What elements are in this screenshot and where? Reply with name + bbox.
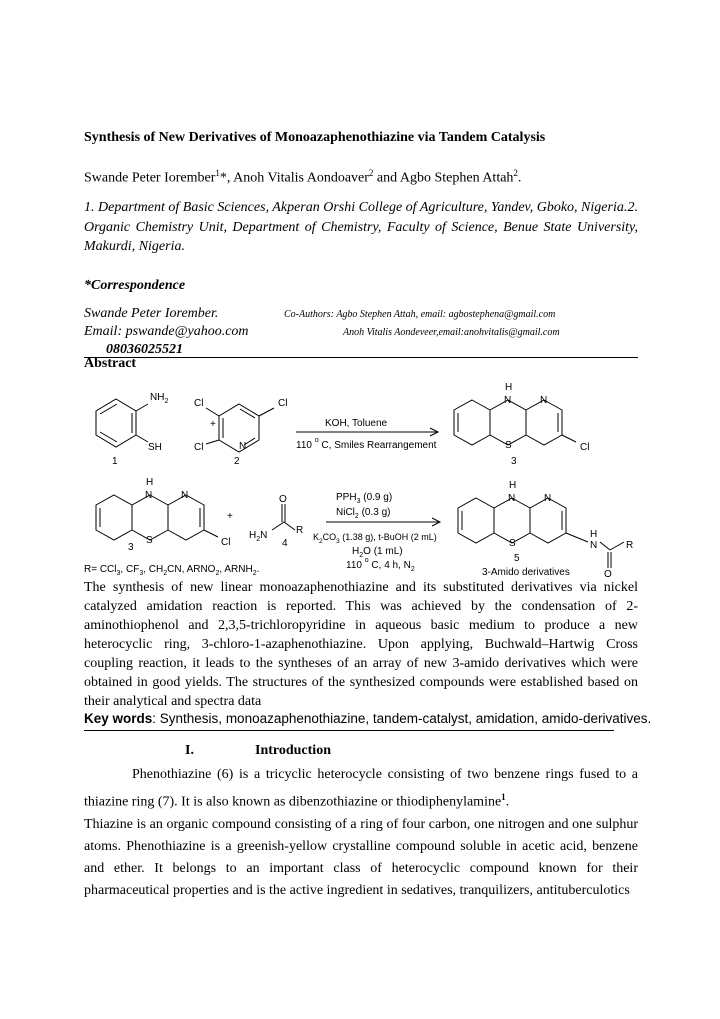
- c3b-right-ring: [168, 495, 204, 540]
- keywords-text: : Synthesis, monoazaphenothiazine, tandem-catalyst, amidation, amido-derivatives.: [152, 711, 652, 726]
- section-title: Introduction: [255, 743, 331, 758]
- c3-n1-label: N: [504, 395, 512, 406]
- c3-h-label: H: [505, 382, 513, 393]
- c3-right-ring: [526, 400, 562, 445]
- c3b-n1-label: N: [145, 490, 153, 501]
- divider-rule: [84, 357, 638, 358]
- r2-line-2: NiCl$_2$ (0.3 g): [336, 507, 391, 520]
- c5-h-label: H: [509, 480, 517, 491]
- scheme-plus-1: +: [210, 419, 216, 430]
- c5-right-ring: [530, 498, 566, 543]
- author-2: Anoh Vitalis Aondoaver: [233, 170, 369, 186]
- r-groups-label: R= CCl$_3$, $CF_3$, $CH_2CN$, $ARNO_2$, $ARNH_2$.: [84, 564, 260, 577]
- coauthor-1: Co-Authors: Agbo Stephen Attah, email: agbostephena@gmail.com: [284, 309, 556, 320]
- intro-paragraph-2: Thiazine is an organic compound consisting of a ring of four carbon, one nitrogen and one sulphur atoms. Phenothiazine is a greenish-yellow crystalline compound soluble in acetic acid, benzene and ether. It belongs to an important class of heterocyclic compound known for their pharmaceutical properties and is the active ingredient in sedatives, tranquilizers, antituberculotics: [84, 816, 638, 898]
- author-3: Agbo Stephen Attah: [399, 170, 514, 186]
- c3-left-ring: [454, 400, 490, 445]
- c2-cl-right: Cl: [278, 398, 288, 409]
- c5-o-label: O: [604, 569, 612, 580]
- c5-s-label: S: [509, 538, 516, 549]
- c3b-number: 3: [128, 542, 134, 553]
- c5-n1-label: N: [508, 493, 516, 504]
- c1-number: 1: [112, 456, 118, 467]
- c1-sh-label: SH: [148, 442, 162, 453]
- c4-h2n-label: $H_2N$: [249, 530, 268, 543]
- keywords-rule: [84, 730, 614, 731]
- section-number: I.: [185, 743, 194, 758]
- c3-cl-label: Cl: [580, 442, 590, 453]
- r1-conditions: 110 $^o$ C, Smiles Rearrangement: [296, 437, 437, 451]
- contact-name: Swande Peter Iorember.: [84, 306, 219, 321]
- r1-reagent: KOH, Toluene: [325, 418, 388, 429]
- c2-number: 2: [234, 456, 240, 467]
- r2-line-1: $PPH_3$ (0.9 g): [336, 492, 393, 505]
- coauthor-2: Anoh Vitalis Aondeveer,email:anohvitalis@gmail.com: [343, 327, 560, 338]
- introduction-body: [84, 764, 638, 902]
- affiliation-2: Organic Chemistry Unit, Department of Chemistry, Faculty of Science, Benue State University, Makurdi, Nigeria.: [84, 219, 638, 254]
- c5-n2-label: N: [544, 493, 552, 504]
- c5-number: 5: [514, 553, 520, 564]
- c4-o-label: O: [279, 494, 287, 505]
- r2-line-5: 110 $^o$ C, 4 h, $N_2$: [346, 557, 415, 573]
- c1-benzene-ring: [96, 399, 136, 447]
- author-line: [84, 168, 521, 187]
- c5-nh-h-label: H: [590, 529, 598, 540]
- c1-nh2-label: $NH_2$: [150, 392, 169, 405]
- r2-line-3: $K_2CO_3$ (1.38 g), t-BuOH (2 mL): [313, 532, 437, 545]
- author-end: .: [517, 170, 522, 186]
- author-1-affil: 1: [215, 168, 220, 178]
- author-1-mark: *,: [219, 170, 234, 186]
- c3b-s-label: S: [146, 535, 153, 546]
- contact-email: Email: pswande@yahoo.com: [84, 324, 249, 339]
- contact-phone: 08036025521: [106, 342, 183, 357]
- c3b-middle-ring: [132, 495, 168, 540]
- c3b-n2-label: N: [181, 490, 189, 501]
- abstract-text: The synthesis of new linear monoazaphenothiazine and its substituted derivatives via nickel catalyzed amidation reaction is reported. This was achieved by the condensation of 2-aminothiophenol and 2,3,5-trichloropyridine in aqueous basic medium to produce a new heterocyclic ring, 3-chloro-1-azaphenothiazine. Upon applying, Buchwald–Hartwig Cross coupling reaction, it leads to the syntheses of an array of new 3-amido derivatives which were obtained in good yields. The structures of the synthesized compounds were established based on their analytical and spectra data: [84, 580, 638, 709]
- c3-s-label: S: [505, 440, 512, 451]
- c5-r-label: R: [626, 540, 634, 551]
- affiliations: [84, 198, 638, 257]
- intro-paragraph-1: Phenothiazine (6) is a tricyclic heterocycle consisting of two benzene rings fused to a thiazine ring (7). It is also known as dibenzothiazine or thiodiphenylamine$^1$.: [84, 767, 638, 810]
- author-3-affil: 2: [513, 168, 518, 178]
- abstract-heading: Abstract: [84, 356, 137, 371]
- r2-line-4: $H_2O$ (1 mL): [352, 546, 403, 559]
- scheme-plus-2: +: [227, 511, 233, 522]
- c3b-left-ring: [96, 495, 132, 540]
- paper-title: Synthesis of New Derivatives of Monoazaphenothiazine via Tandem Catalysis: [84, 130, 546, 145]
- c5-caption: 3-Amido derivatives: [482, 567, 570, 578]
- affiliation-1: 1. Department of Basic Sciences, Akperan Orshi College of Agriculture, Yandev, Gboko, Nigeria. 2.: [84, 198, 638, 218]
- c4-r-label: R: [296, 525, 304, 536]
- c5-left-ring: [458, 498, 494, 543]
- c3b-cl-label: Cl: [221, 537, 231, 548]
- correspondence-label: *Correspondence: [84, 278, 186, 293]
- c3-n2-label: N: [540, 395, 548, 406]
- c3-number: 3: [511, 456, 517, 467]
- c2-cl-left: Cl: [194, 398, 204, 409]
- c5-nh-n-label: N: [590, 540, 598, 551]
- c2-n-label: N: [239, 441, 247, 452]
- c5-middle-ring: [494, 498, 530, 543]
- keywords-label: Key words: [84, 711, 153, 726]
- keywords-line: [84, 711, 651, 726]
- reaction-scheme: [84, 380, 644, 580]
- c4-number: 4: [282, 538, 288, 549]
- c2-cl-bottom: Cl: [194, 442, 204, 453]
- author-2-affil: 2: [368, 168, 374, 178]
- c3b-h-label: H: [146, 477, 154, 488]
- author-and: and: [373, 170, 400, 186]
- author-1: Swande Peter Iorember: [84, 170, 216, 186]
- affiliation-2-number: 2.: [627, 200, 638, 215]
- c3-middle-ring: [490, 400, 526, 445]
